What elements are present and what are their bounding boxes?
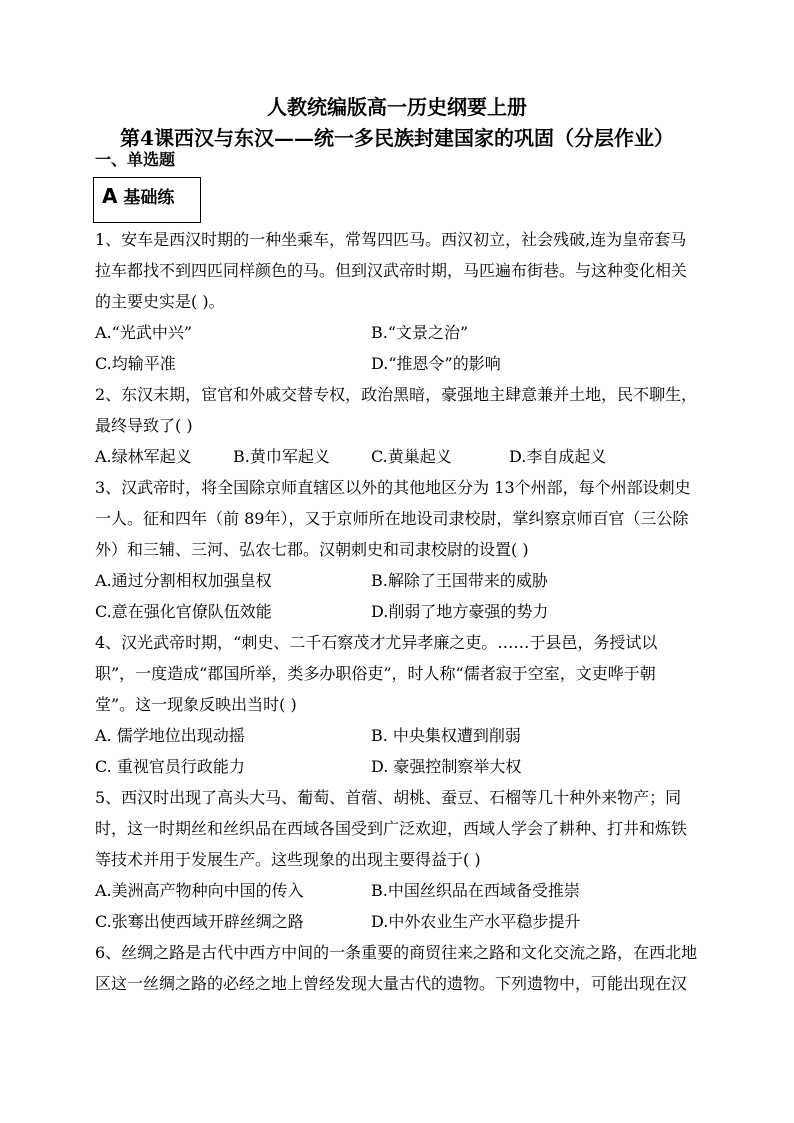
question-5-line-2: 时，这一时期丝和丝织品在西域各国受到广泛欢迎，西域人学会了耕种、打井和炼铁: [95, 819, 688, 838]
section-heading: 一、单选题: [95, 150, 176, 169]
question-3-option-b: B.解除了王国带来的威胁: [371, 571, 548, 590]
question-5-option-a: A.美洲高产物种向中国的传入: [95, 881, 304, 900]
question-2-option-c: C.黄巢起义: [371, 447, 452, 466]
question-5-line-1: 5、西汉时出现了高头大马、葡萄、首蓿、胡桃、蚕豆、石榴等几十种外来物产；同: [95, 788, 682, 807]
question-1-option-a: A.“光武中兴”: [95, 323, 193, 342]
question-3-option-d: D.削弱了地方豪强的势力: [371, 602, 549, 621]
question-4-line-2: 职”，一度造成“郡国所举，类多办职俗吏”，时人称“儒者寂于空室，文吏哗于朝: [95, 664, 656, 683]
lesson-title: 第4课西汉与东汉——统一多民族封建国家的巩固（分层作业）: [120, 126, 674, 150]
question-6-line-2: 区这一丝绸之路的必经之地上曾经发现大量古代的遗物。下列遗物中，可能出现在汉: [95, 974, 688, 993]
question-3-line-1: 3、汉武帝时，将全国除京师直辖区以外的其他地区分为 13个州部，每个州部设刺史: [95, 478, 691, 497]
tier-label: 基础练: [123, 188, 175, 208]
question-1-option-b: B.“文景之治”: [371, 323, 469, 342]
tier-label-box: [93, 177, 201, 223]
question-2-line-2: 最终导致了( ): [95, 416, 193, 435]
question-2-line-1: 2、东汉末期，宦官和外戚交替专权，政治黑暗，豪强地主肆意兼并土地，民不聊生，: [95, 385, 698, 404]
question-5-option-d: D.中外农业生产水平稳步提升: [371, 912, 581, 931]
question-4-option-a: A. 儒学地位出现动摇: [95, 726, 245, 745]
question-4-line-3: 堂”。这一现象反映出当时( ): [95, 695, 297, 714]
question-5-line-3: 等技术并用于发展生产。这些现象的出现主要得益于( ): [95, 850, 481, 869]
question-5-option-b: B.中国丝织品在西域备受推崇: [371, 881, 580, 900]
question-2-option-d: D.李自成起义: [509, 447, 607, 466]
tier-letter: A: [102, 184, 118, 208]
question-3-line-3: 外）和三辅、三河、弘农七郡。汉朝刺史和司隶校尉的设置( ): [95, 540, 529, 559]
question-4-option-b: B. 中央集权遭到削弱: [371, 726, 521, 745]
question-1-option-c: C.均输平准: [95, 354, 176, 373]
question-3-option-a: A.通过分割相权加强皇权: [95, 571, 272, 590]
question-4-line-1: 4、汉光武帝时期，“刺史、二千石察茂才尤异孝廉之吏。……于县邑，务授试以: [95, 633, 658, 652]
question-1-line-1: 1、安车是西汉时期的一种坐乘车，常驾四匹马。西汉初立，社会残破,连为皇帝套马: [95, 230, 687, 249]
question-1-line-3: 的主要史实是( )。: [95, 292, 225, 311]
question-3-line-2: 一人。征和四年（前 89年），又于京师所在地设司隶校尉，掌纠察京师百官（三公除: [95, 509, 689, 528]
document-title: 人教统编版高一历史纲要上册: [267, 95, 527, 119]
question-1-line-2: 拉车都找不到四匹同样颜色的马。但到汉武帝时期，马匹遍布街巷。与这种变化相关: [95, 261, 688, 280]
question-6-line-1: 6、丝绸之路是古代中西方中间的一条重要的商贸往来之路和文化交流之路，在西北地: [95, 943, 698, 962]
question-3-option-c: C.意在强化官僚队伍效能: [95, 602, 272, 621]
question-5-option-c: C.张骞出使西域开辟丝绸之路: [95, 912, 304, 931]
question-4-option-d: D. 豪强控制察举大权: [371, 757, 522, 776]
question-2-option-b: B.黄巾军起义: [233, 447, 330, 466]
question-2-option-a: A.绿林军起义: [95, 447, 192, 466]
question-1-option-d: D.“推恩令”的影响: [371, 354, 501, 373]
question-4-option-c: C. 重视官员行政能力: [95, 757, 245, 776]
